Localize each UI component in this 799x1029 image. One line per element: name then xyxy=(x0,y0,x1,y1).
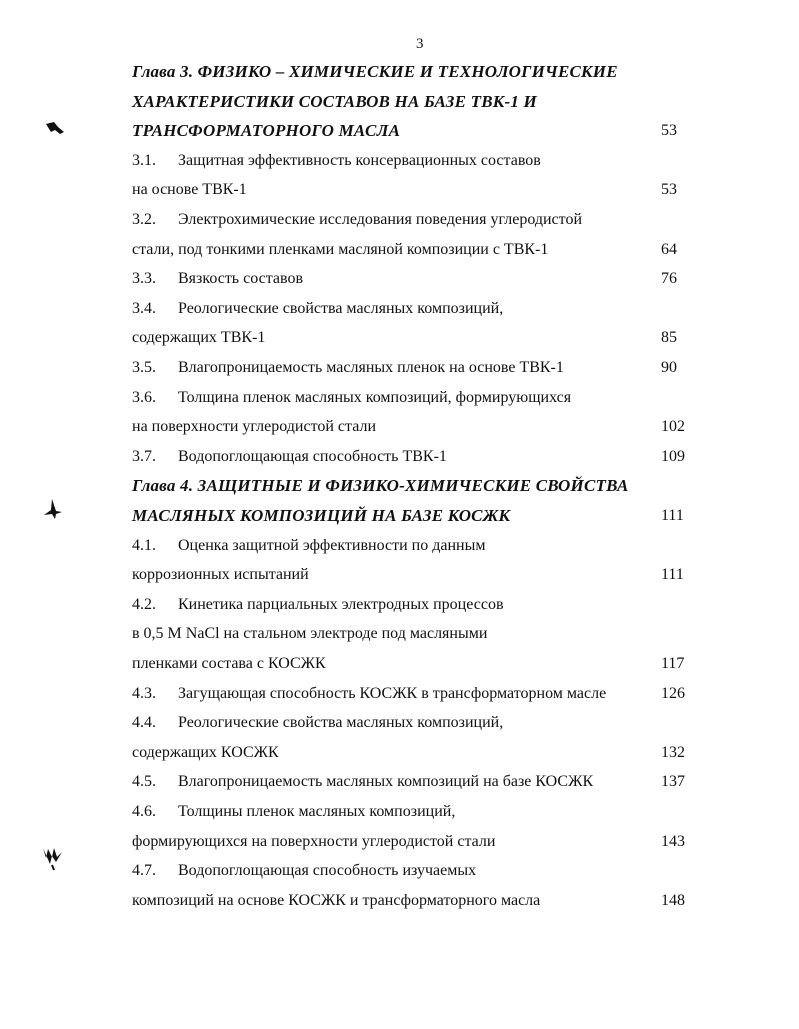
toc-entry-text: Реологические свойства масляных композиций, xyxy=(178,300,504,317)
chapter-heading-line xyxy=(132,476,629,496)
toc-entry-line xyxy=(132,328,265,348)
toc-entry-line xyxy=(132,447,447,467)
toc-page-number: 90 xyxy=(661,359,677,376)
toc-entry-line xyxy=(132,417,376,437)
toc-entry-text: ТРАНСФОРМАТОРНОГО МАСЛА xyxy=(132,121,401,140)
toc-entry-text: композиций на основе КОСЖК и трансформаторного масла xyxy=(132,892,541,909)
scan-mark-top xyxy=(44,118,68,140)
section-number: 4.7. xyxy=(132,862,156,879)
toc-entry-line xyxy=(132,624,487,644)
toc-entry-line xyxy=(132,269,303,289)
toc-entry-text: формирующихся на поверхности углеродистой стали xyxy=(132,833,496,850)
page-number: 3 xyxy=(416,36,424,52)
section-number: 4.6. xyxy=(132,803,156,820)
section-number: 3.3. xyxy=(132,270,156,287)
toc-entry-text: Вязкость составов xyxy=(178,270,303,287)
toc-entry-line xyxy=(132,180,247,200)
chapter-heading-line xyxy=(132,506,510,526)
toc-entry-text: Кинетика парциальных электродных процессов xyxy=(178,596,504,613)
toc-entry-line xyxy=(132,861,476,881)
section-number: 4.1. xyxy=(132,537,156,554)
section-number: 3.6. xyxy=(132,389,156,406)
toc-page-number: 109 xyxy=(661,448,685,465)
toc-entry-text: Реологические свойства масляных композиций, xyxy=(178,714,504,731)
toc-entry-line xyxy=(132,299,503,319)
toc-entry-line xyxy=(132,536,485,556)
scan-mark-bottom xyxy=(40,844,66,872)
toc-entry-text: Загущающая способность КОСЖК в трансформаторном масле xyxy=(178,685,607,702)
toc-entry-text: Водопоглощающая способность ТВК-1 xyxy=(178,448,447,465)
toc-page-number: 137 xyxy=(661,773,685,790)
scan-mark-middle xyxy=(40,497,66,521)
chapter-heading-line xyxy=(132,92,537,112)
toc-entry-text: Глава 4. ЗАЩИТНЫЕ И ФИЗИКО-ХИМИЧЕСКИЕ СВОЙСТВА xyxy=(132,476,629,495)
toc-page-number: 53 xyxy=(661,181,677,198)
toc-entry-text: стали, под тонкими пленками масляной композиции с ТВК-1 xyxy=(132,241,549,258)
toc-page-number: 117 xyxy=(661,655,685,672)
toc-entry-text: Электрохимические исследования поведения углеродистой xyxy=(178,211,582,228)
section-number: 3.7. xyxy=(132,448,156,465)
toc-page-number: 143 xyxy=(661,833,685,850)
toc-entry-text: содержащих КОСЖК xyxy=(132,744,279,761)
toc-page-number: 102 xyxy=(661,418,685,435)
toc-page-number: 132 xyxy=(661,744,685,761)
toc-entry-text: в 0,5 M NaCl на стальном электроде под масляными xyxy=(132,625,488,642)
toc-entry-line xyxy=(132,832,495,852)
toc-entry-line xyxy=(132,802,455,822)
toc-page-number: 53 xyxy=(661,122,677,139)
toc-entry-line xyxy=(132,595,504,615)
section-number: 3.5. xyxy=(132,359,156,376)
toc-page-number: 126 xyxy=(661,685,685,702)
toc-entry-line xyxy=(132,210,582,230)
toc-entry-line xyxy=(132,684,606,704)
toc-entry-text: Влагопроницаемость масляных пленок на основе ТВК-1 xyxy=(178,359,564,376)
section-number: 3.4. xyxy=(132,300,156,317)
toc-entry-line xyxy=(132,565,309,585)
chapter-heading-line xyxy=(132,62,618,82)
toc-entry-text: МАСЛЯНЫХ КОМПОЗИЦИЙ НА БАЗЕ КОСЖК xyxy=(132,506,511,525)
toc-entry-line xyxy=(132,713,503,733)
section-number: 4.2. xyxy=(132,596,156,613)
toc-page-number: 76 xyxy=(661,270,677,287)
toc-entry-text: Оценка защитной эффективности по данным xyxy=(178,537,486,554)
toc-entry-line xyxy=(132,151,541,171)
toc-entry-text: Водопоглощающая способность изучаемых xyxy=(178,862,477,879)
toc-page-number: 85 xyxy=(661,329,677,346)
toc-entry-text: Влагопроницаемость масляных композиций на базе КОСЖК xyxy=(178,773,594,790)
toc-page-number: 64 xyxy=(661,241,677,258)
toc-entry-text: Глава 3. ФИЗИКО – ХИМИЧЕСКИЕ И ТЕХНОЛОГИЧЕСКИЕ xyxy=(132,62,618,81)
section-number: 4.4. xyxy=(132,714,156,731)
toc-entry-text: Защитная эффективность консервационных составов xyxy=(178,152,541,169)
section-number: 3.2. xyxy=(132,211,156,228)
toc-entry-line xyxy=(132,772,593,792)
section-number: 4.3. xyxy=(132,685,156,702)
toc-entry-line xyxy=(132,743,279,763)
toc-entry-text: коррозионных испытаний xyxy=(132,566,309,583)
chapter-heading-line xyxy=(132,121,400,141)
toc-entry-text: ХАРАКТЕРИСТИКИ СОСТАВОВ НА БАЗЕ ТВК-1 И xyxy=(132,92,537,111)
toc-entry-line xyxy=(132,240,548,260)
section-number: 3.1. xyxy=(132,152,156,169)
toc-entry-text: пленками состава с КОСЖК xyxy=(132,655,326,672)
toc-entry-line xyxy=(132,891,540,911)
toc-entry-line xyxy=(132,358,564,378)
toc-page-number: 111 xyxy=(661,507,684,524)
toc-entry-text: на основе ТВК-1 xyxy=(132,181,247,198)
toc-entry-text: Толщины пленок масляных композиций, xyxy=(178,803,456,820)
section-number: 4.5. xyxy=(132,773,156,790)
toc-entry-text: на поверхности углеродистой стали xyxy=(132,418,377,435)
toc-entry-line xyxy=(132,388,571,408)
toc-page-number: 111 xyxy=(661,566,684,583)
toc-entry-line xyxy=(132,654,326,674)
toc-entry-text: Толщина пленок масляных композиций, формирующихся xyxy=(178,389,572,406)
toc-entry-text: содержащих ТВК-1 xyxy=(132,329,266,346)
toc-page-number: 148 xyxy=(661,892,685,909)
